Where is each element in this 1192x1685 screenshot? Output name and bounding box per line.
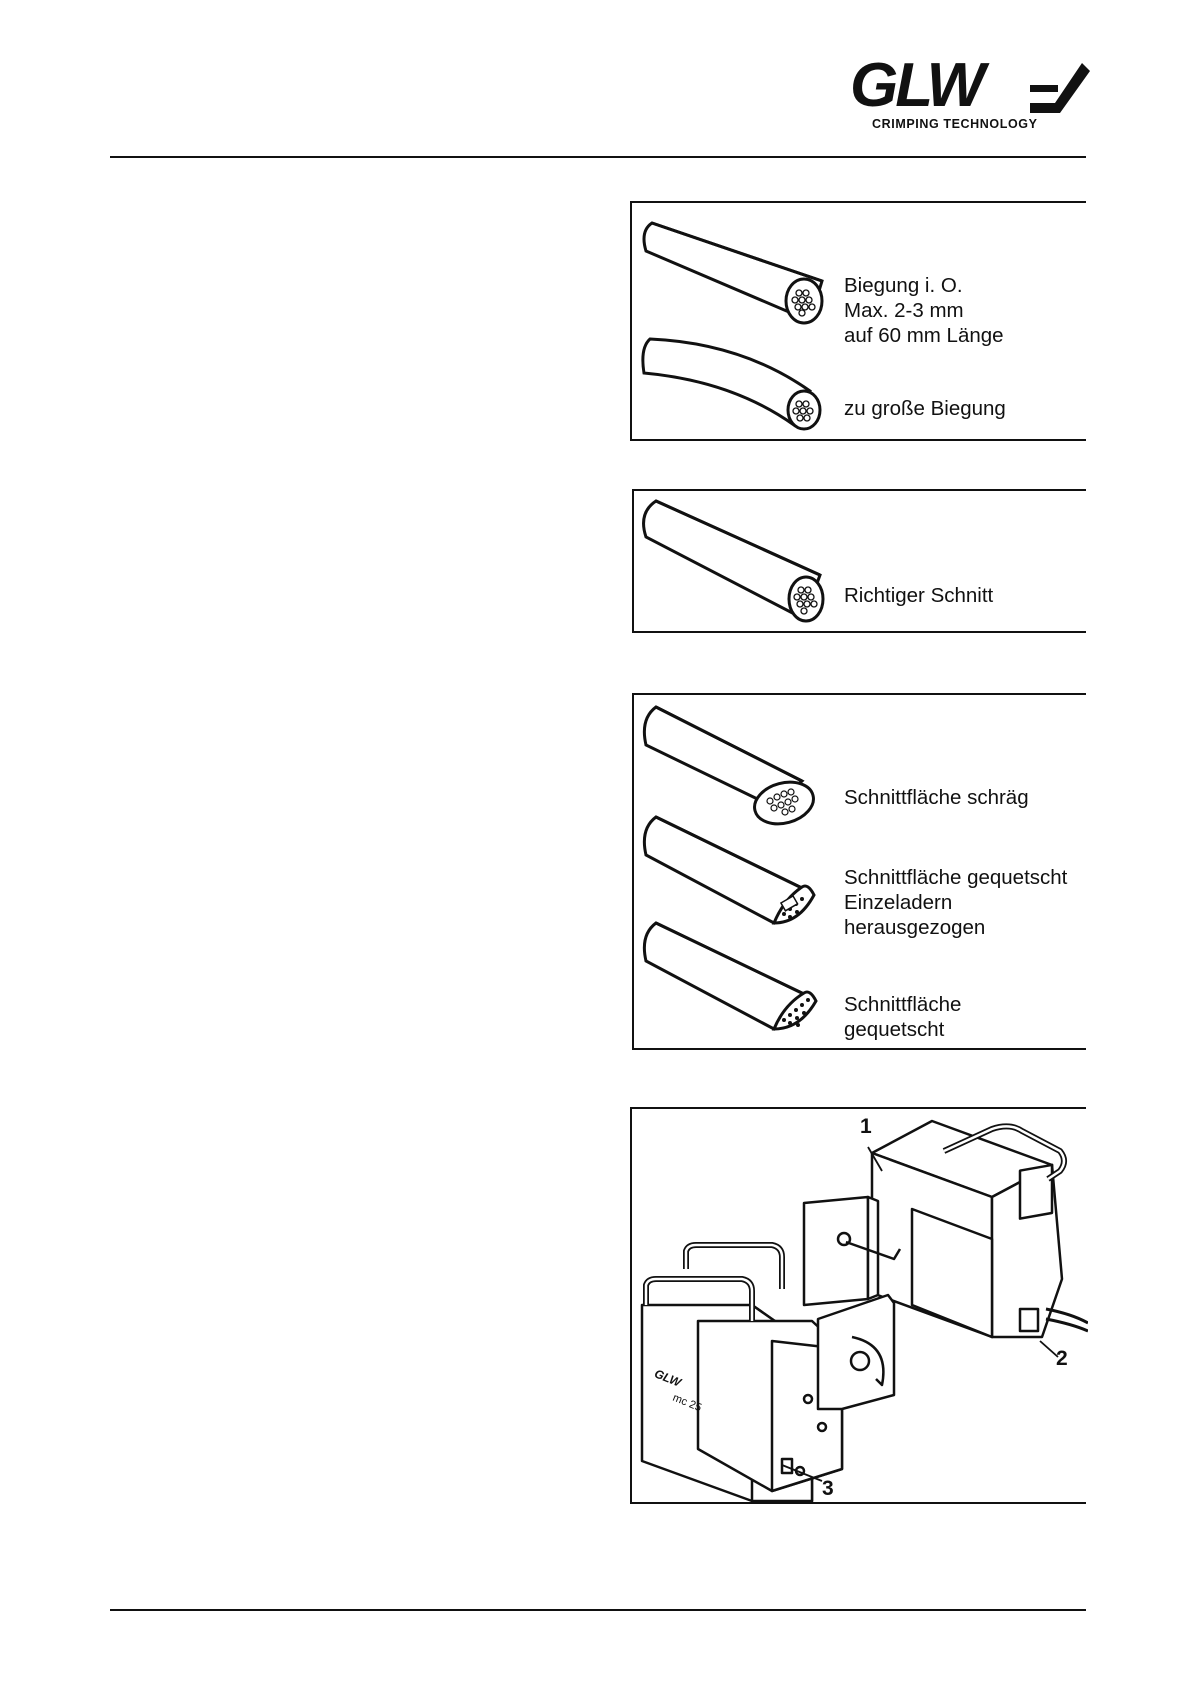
crimping-machine-illustration [632, 1109, 1088, 1506]
correct-cut-caption: Richtiger Schnitt [844, 584, 994, 607]
callout-2: 2 [1056, 1347, 1068, 1370]
bend-ok-caption [844, 273, 1004, 348]
glw-logo [850, 51, 1090, 135]
device-brand-label: GLW [652, 1366, 683, 1390]
squeezed-caption [844, 992, 961, 1042]
callout-1: 1 [860, 1115, 872, 1138]
bend-bad-caption: zu große Biegung [844, 397, 1006, 420]
footer-divider [110, 1609, 1086, 1611]
squeezed-pulled-line-2: Einzeladern [844, 891, 953, 914]
bend-ok-line-2: Max. 2-3 mm [844, 299, 964, 322]
squeezed-line-2: gequetscht [844, 1018, 945, 1041]
slanted-cut-caption: Schnittfläche schräg [844, 786, 1029, 809]
logo-wordmark: GLW [850, 51, 983, 120]
bend-ok-line-3: auf 60 mm Länge [844, 324, 1004, 347]
logo-subtitle: CRIMPING TECHNOLOGY [872, 117, 1038, 131]
figure-correct-cut [632, 489, 1086, 633]
figure-machine [630, 1107, 1086, 1504]
squeezed-pulled-caption [844, 865, 1067, 940]
device-model-label: mc 25 [670, 1391, 704, 1415]
header-divider [110, 156, 1086, 158]
squeezed-pulled-line-3: herausgezogen [844, 916, 986, 939]
cable-correct-cut-illustration [634, 491, 1088, 635]
figure-bad-cuts [632, 693, 1086, 1050]
callout-3: 3 [822, 1477, 834, 1500]
figure-bend [630, 201, 1086, 441]
squeezed-pulled-line-1: Schnittfläche gequetscht [844, 866, 1068, 889]
bend-ok-line-1: Biegung i. O. [844, 274, 963, 297]
squeezed-line-1: Schnittfläche [844, 993, 962, 1016]
